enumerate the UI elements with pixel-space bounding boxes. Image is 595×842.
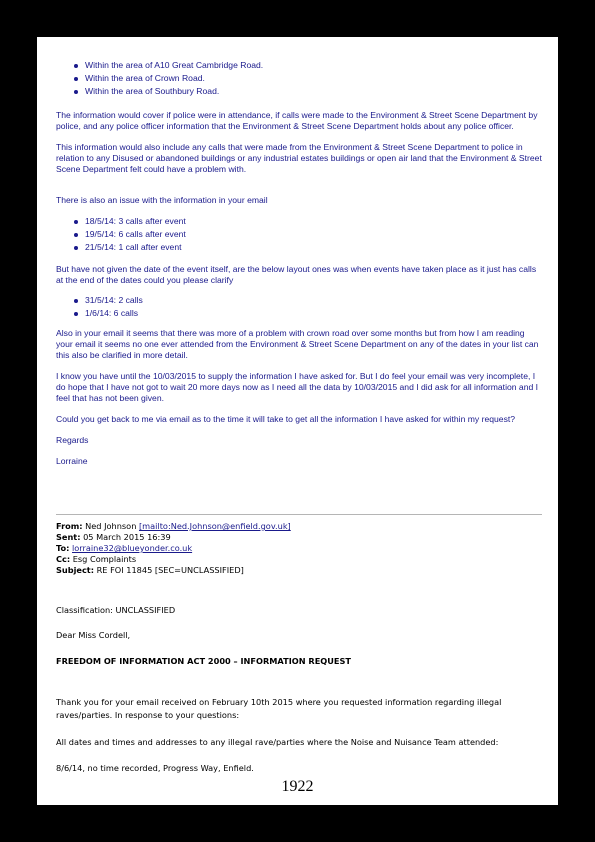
subject-line: Subject: RE FOI 11845 [SEC=UNCLASSIFIED] xyxy=(56,565,244,575)
paragraph-request: Could you get back to me via email as to the time it will take to get all the information I have asked for within my request? xyxy=(56,414,516,424)
list-item: Within the area of A10 Great Cambridge Road. xyxy=(56,60,542,71)
sent-line: Sent: 05 March 2015 16:39 xyxy=(56,532,171,542)
list-item: Within the area of Southbury Road. xyxy=(56,86,542,97)
entry-line: 8/6/14, no time recorded, Progress Way, Enfield. xyxy=(56,763,254,773)
list-item: 19/5/14: 6 calls after event xyxy=(56,229,542,240)
list-item: 18/5/14: 3 calls after event xyxy=(56,216,542,227)
forwarded-email-body xyxy=(56,37,542,467)
list-item: 31/5/14: 2 calls xyxy=(56,295,542,306)
bullet-icon xyxy=(74,246,78,250)
calls-after-list xyxy=(56,216,542,253)
document-page xyxy=(37,37,558,805)
list-item: 21/5/14: 1 call after event xyxy=(56,242,542,253)
calls-list xyxy=(56,295,542,319)
paragraph-crown-road: Also in your email it seems that there was more of a problem with crown road over some months but from how I am reading your email it seems no one ever attended from the Environment & Street Scene Department on any of the dates in your list can this also be clarified in more detail. xyxy=(56,328,539,360)
salutation: Dear Miss Cordell, xyxy=(56,630,131,640)
locations-list xyxy=(56,60,542,97)
cc-line: Cc: Esg Complaints xyxy=(56,554,137,564)
to-email-link[interactable]: lorraine32@blueyonder.co.uk xyxy=(72,543,193,553)
issue-intro: There is also an issue with the information in your email xyxy=(56,195,268,205)
to-line: To: lorraine32@blueyonder.co.uk xyxy=(56,543,193,553)
bullet-icon xyxy=(74,77,78,81)
classification: Classification: UNCLASSIFIED xyxy=(56,605,176,615)
bullet-icon xyxy=(74,64,78,68)
signature: Lorraine xyxy=(56,456,88,466)
bullet-icon xyxy=(74,299,78,303)
regards: Regards xyxy=(56,435,89,445)
paragraph-deadline: I know you have until the 10/03/2015 to supply the information I have asked for. But I do feel your email was very incomplete, I do hope that I have not got to wait 20 more days now as I need all the data by 10/03/2015 and I did ask for all information and I feel that has not been given. xyxy=(56,371,539,403)
bullet-icon xyxy=(74,220,78,224)
email-header xyxy=(56,521,542,576)
mailto-link[interactable]: [mailto:Ned.Johnson@enfield.gov.uk] xyxy=(138,521,291,531)
paragraph-include: This information would also include any calls that were made from the Environment & Street Scene Department to police in relation to any Disused or abandoned buildings or any industrial estates buildings or open air land that the Environment & Street Scene Department felt could have a problem with. xyxy=(56,142,542,174)
page-number: 1922 xyxy=(281,778,314,795)
paragraph-cover: The information would cover if police were in attendance, if calls were made to the Environment & Street Scene Department by police, and any police officer information that the Environment & Street Scene Department holds about any police officer. xyxy=(56,110,538,131)
divider xyxy=(56,514,542,515)
bullet-icon xyxy=(74,233,78,237)
bullet-icon xyxy=(74,312,78,316)
bullet-icon xyxy=(74,90,78,94)
list-item: Within the area of Crown Road. xyxy=(56,73,542,84)
list-item: 1/6/14: 6 calls xyxy=(56,308,542,319)
paragraph-date: But have not given the date of the event itself, are the below layout ones was when events have taken place as it just has calls at the end of the dates could you please clarify xyxy=(56,264,537,285)
foi-heading: FREEDOM OF INFORMATION ACT 2000 – INFORMATION REQUEST xyxy=(56,656,351,666)
paragraph-thanks: Thank you for your email received on February 10th 2015 where you requested information regarding illegal raves/parties. In response to your questions: xyxy=(56,697,502,720)
from-line: From: Ned Johnson [mailto:Ned.Johnson@enfield.gov.uk] xyxy=(56,521,291,531)
paragraph-dates: All dates and times and addresses to any illegal rave/parties where the Noise and Nuisance Team attended: xyxy=(56,737,499,747)
